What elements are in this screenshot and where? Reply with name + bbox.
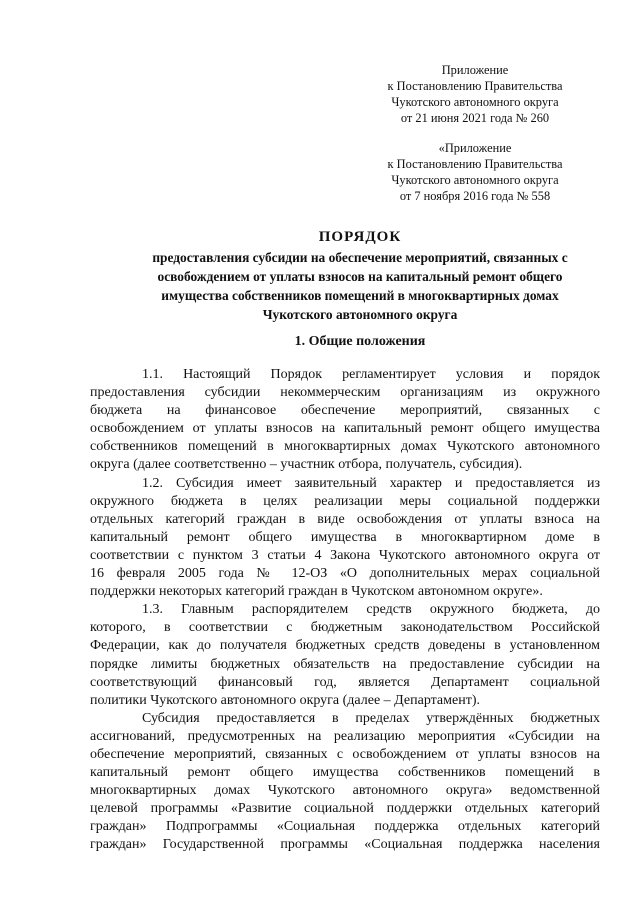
text-line: округа (далее соответственно – участник отбора, получатель, субсидия). xyxy=(90,457,523,473)
text-line: поддержки некоторых категорий граждан в Чукотском автономном округе». xyxy=(90,584,543,600)
paragraph-1-3 xyxy=(90,601,600,710)
appendix-line: к Постановлению Правительства xyxy=(387,157,563,171)
text-line: Субсидия предоставляется в пределах утверждённых бюджетных xyxy=(142,710,600,726)
text-line: Федерации, как до получателя бюджетных средств доведены в установленном xyxy=(90,638,600,654)
text-line: ассигнований, предусмотренных на реализацию мероприятия «Субсидии на xyxy=(90,728,600,744)
appendix-line: к Постановлению Правительства xyxy=(387,79,563,93)
appendix-line: Чукотского автономного округа xyxy=(391,95,559,109)
text-line: окружного бюджета в целях реализации меры социальной поддержки xyxy=(90,493,600,509)
paragraph-subsidy xyxy=(90,710,600,855)
document-body xyxy=(90,366,600,855)
subtitle-line: Чукотского автономного округа xyxy=(262,307,458,322)
text-line: собственников помещений в многоквартирных домах Чукотского автономного xyxy=(90,439,600,455)
text-line: 16 февраля 2005 года № 12-ОЗ «О дополнительных мерах социальной xyxy=(90,566,600,582)
appendix-header-current xyxy=(360,62,590,126)
appendix-line: Приложение xyxy=(441,63,509,77)
appendix-line: Чукотского автономного округа xyxy=(391,173,559,187)
text-line: отдельных категорий граждан в виде освобождения от уплаты взноса на xyxy=(90,511,600,527)
subtitle-line: предоставления субсидии на обеспечение мероприятий, связанных с xyxy=(152,250,568,265)
appendix-line: от 21 июня 2021 года № 260 xyxy=(400,111,550,125)
text-line: освобождением от уплаты взносов на капитальный ремонт общего имущества xyxy=(90,421,600,437)
text-line: целевой программы «Развитие социальной поддержки отдельных категорий xyxy=(90,801,600,817)
subtitle-line: имущества собственников помещений в многоквартирных домах xyxy=(161,288,559,303)
appendix-header-original xyxy=(360,140,590,204)
text-line: которого, в соответствии с бюджетным законодательством Российской xyxy=(90,620,600,636)
text-line: граждан» Государственной программы «Социальная поддержка населения xyxy=(90,837,600,853)
text-line: соответствии с пунктом 3 статьи 4 Закона Чукотского автономного округа от xyxy=(90,547,600,563)
text-line: порядке лимиты бюджетных обязательств на предоставление субсидии на xyxy=(90,656,600,672)
appendix-line: от 7 ноября 2016 года № 558 xyxy=(399,189,551,203)
text-line: политики Чукотского автономного округа (далее – Департамент). xyxy=(90,692,480,708)
text-line: соответствующий финансовый год, является Департамент социальной xyxy=(90,674,600,690)
document-subtitle xyxy=(80,248,640,324)
text-line: граждан» Подпрограммы «Социальная поддержка отдельных категорий xyxy=(90,819,600,835)
text-line: 1.1. Настоящий Порядок регламентирует условия и порядок xyxy=(142,367,600,382)
paragraph-1-1 xyxy=(90,366,600,475)
text-line: предоставления субсидии некоммерческим организациям из окружного xyxy=(90,385,600,401)
text-line: многоквартирных домах Чукотского автономного округа» ведомственной xyxy=(90,783,600,799)
document-title: ПОРЯДОК xyxy=(318,229,402,245)
text-line: бюджета на финансовое обеспечение мероприятий, связанных с xyxy=(90,403,600,419)
section-heading: 1. Общие положения xyxy=(294,334,426,349)
text-line: капитальный ремонт общего имущества в многоквартирном доме в xyxy=(90,529,600,545)
subtitle-line: освобождением от уплаты взносов на капитальный ремонт общего xyxy=(157,269,563,284)
paragraph-1-2 xyxy=(90,475,600,602)
text-line: 1.3. Главным распорядителем средств окружного бюджета, до xyxy=(142,602,600,618)
text-line: 1.2. Субсидия имеет заявительный характер и предоставляется из xyxy=(142,475,600,491)
text-line: капитальный ремонт общего имущества собственников помещений в xyxy=(90,765,600,781)
appendix-line: «Приложение xyxy=(438,141,512,155)
text-line: обеспечение мероприятий, связанных с освобождением от уплаты взносов на xyxy=(90,746,600,762)
